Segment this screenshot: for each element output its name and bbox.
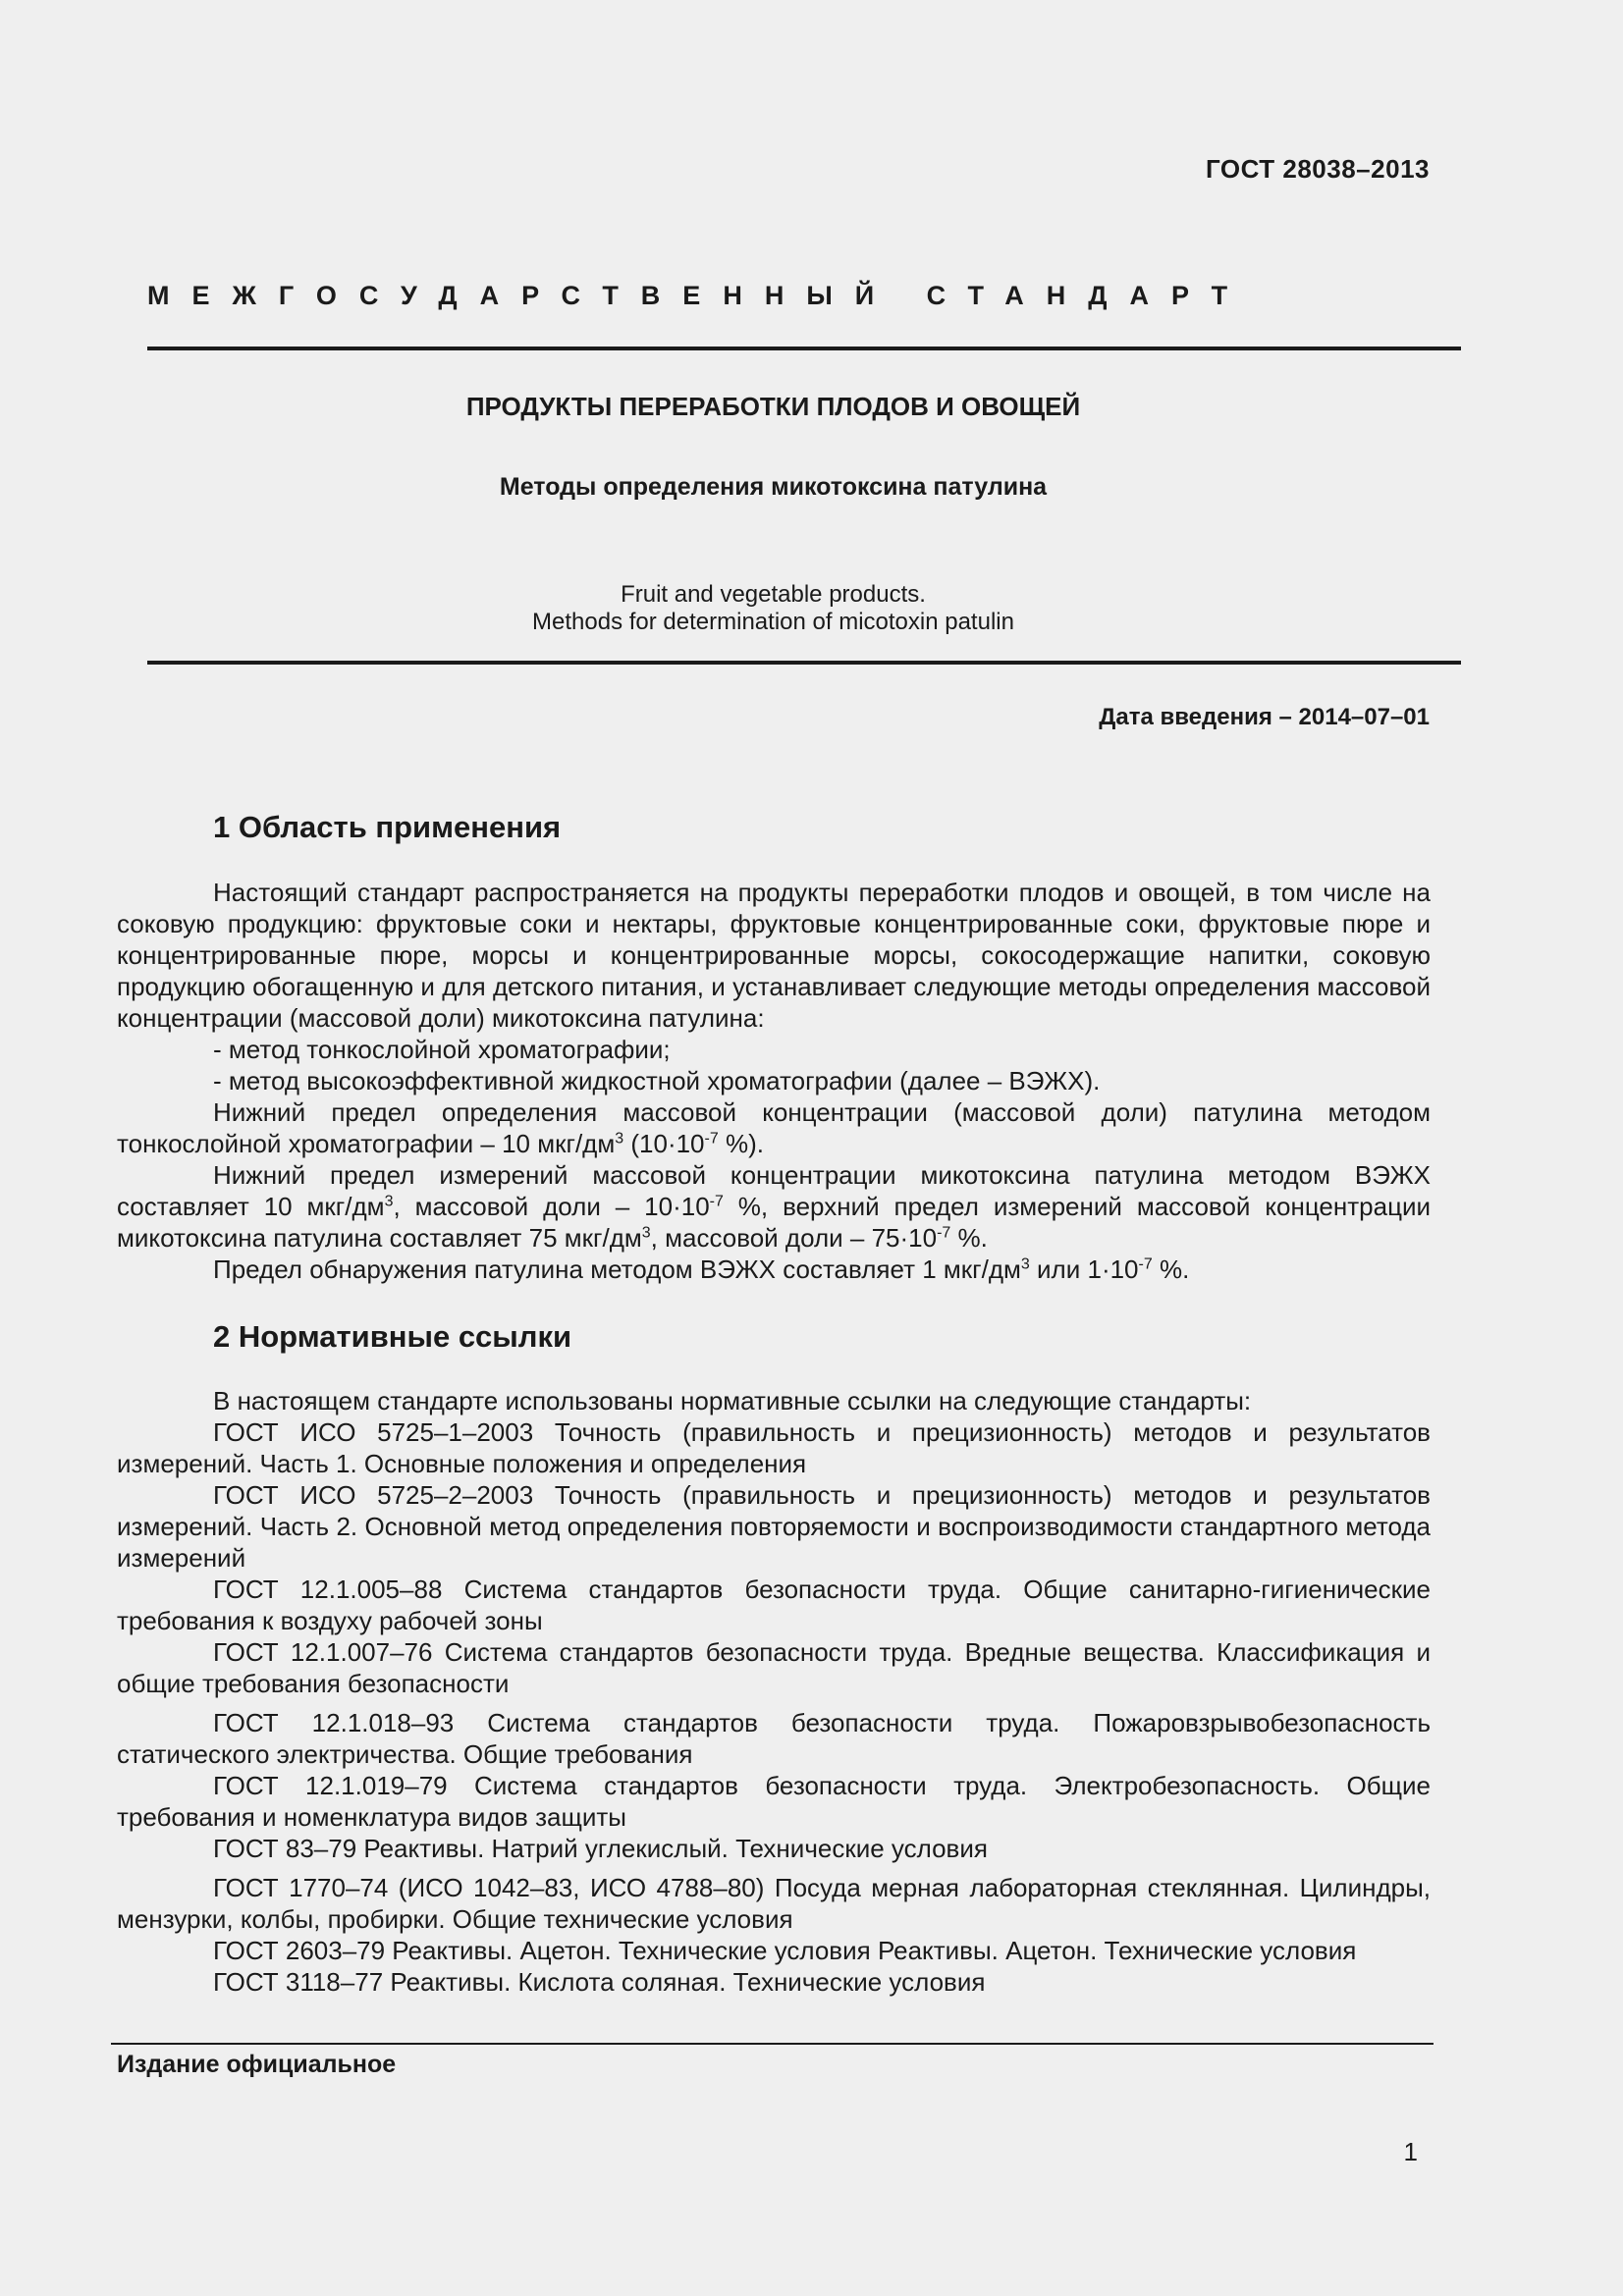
reference-item: ГОСТ 12.1.019–79 Система стандартов безопасности труда. Электробезопасность. Общие требования и номенклатура видов защиты xyxy=(117,1771,1431,1832)
english-title-line-1: Fruit and vegetable products. xyxy=(621,581,926,608)
text-run: (10·10 xyxy=(623,1129,705,1158)
reference-item: ГОСТ 3118–77 Реактивы. Кислота соляная. Технические условия xyxy=(213,1967,986,1997)
document-code: ГОСТ 28038–2013 xyxy=(1206,154,1430,184)
hplc-range-paragraph xyxy=(117,1159,1431,1254)
text-run: %. xyxy=(950,1223,988,1253)
superscript: 3 xyxy=(384,1193,394,1210)
method-item-1: - метод тонкослойной хроматографии; xyxy=(213,1035,671,1064)
section-1-body xyxy=(117,877,1431,1285)
section-2-heading: 2 Нормативные ссылки xyxy=(213,1319,572,1354)
method-item-2: - метод высокоэффективной жидкостной хроматографии (далее – ВЭЖХ). xyxy=(213,1066,1101,1095)
reference-item: ГОСТ ИСО 5725–1–2003 Точность (правильность и прецизионность) методов и результатов измерений. Часть 1. Основные положения и определения xyxy=(117,1417,1431,1478)
reference-item: ГОСТ 2603–79 Реактивы. Ацетон. Технические условия Реактивы. Ацетон. Технические условия xyxy=(213,1936,1357,1965)
text-run: , массовой доли – 75·10 xyxy=(650,1223,938,1253)
text-run: %). xyxy=(718,1129,764,1158)
section-2-body xyxy=(117,1385,1431,1998)
page-number: 1 xyxy=(1403,2137,1418,2166)
document-title: ПРОДУКТЫ ПЕРЕРАБОТКИ ПЛОДОВ И ОВОЩЕЙ xyxy=(465,392,1081,421)
superscript: -7 xyxy=(704,1130,719,1148)
official-edition-label: Издание официальное xyxy=(117,2051,397,2078)
reference-item: ГОСТ 83–79 Реактивы. Натрий углекислый. Технические условия xyxy=(213,1834,988,1863)
reference-item: ГОСТ 12.1.007–76 Система стандартов безопасности труда. Вредные вещества. Классификация и общие требования безопасности xyxy=(117,1637,1431,1698)
superscript: -7 xyxy=(937,1224,951,1242)
reference-item: ГОСТ 12.1.005–88 Система стандартов безопасности труда. Общие санитарно-гигиенические требования к воздуху рабочей зоны xyxy=(117,1575,1431,1635)
superscript: 3 xyxy=(1020,1255,1030,1273)
tlc-limit-paragraph xyxy=(117,1096,1431,1159)
detection-limit-paragraph xyxy=(117,1254,1431,1285)
reference-item: ГОСТ ИСО 5725–2–2003 Точность (правильность и прецизионность) методов и результатов измерений. Часть 2. Основной метод определения повторяемости и воспроизводимости стандартного метода измерений xyxy=(117,1480,1431,1573)
section-1-heading: 1 Область применения xyxy=(213,810,562,844)
text-run: Нижний предел определения массовой концентрации (массовой доли) патулина методом тонкослойной хроматографии – 10 мкг/дм xyxy=(117,1097,1431,1158)
text-run: %, верхний предел измерений массовой концентрации микотоксина патулина составляет 75 мкг/дм xyxy=(117,1192,1432,1253)
superscript: 3 xyxy=(641,1224,651,1242)
reference-item: ГОСТ 12.1.018–93 Система стандартов безопасности труда. Пожаровзрывобезопасность статического электричества. Общие требования xyxy=(117,1708,1431,1769)
document-subtitle: Методы определения микотоксина патулина xyxy=(499,473,1048,501)
superscript: -7 xyxy=(1138,1255,1153,1273)
superscript: -7 xyxy=(709,1193,724,1210)
text-run: , массовой доли – 10·10 xyxy=(393,1192,710,1221)
footer-rule xyxy=(111,2043,1434,2045)
top-rule xyxy=(147,347,1461,350)
introduction-date: Дата введения – 2014–07–01 xyxy=(1099,704,1430,730)
english-title-line-2: Methods for determination of micotoxin patulin xyxy=(532,609,1014,635)
interstate-standard-banner: МЕЖГОСУДАРСТВЕННЫЙ СТАНДАРТ xyxy=(147,281,1251,310)
text-run: Предел обнаружения патулина методом ВЭЖХ составляет 1 мкг/дм xyxy=(213,1255,1021,1284)
text-run: Нижний предел измерений массовой концентрации микотоксина патулина методом ВЭЖХ составляет 10 мкг/дм xyxy=(117,1160,1431,1221)
title-rule xyxy=(147,661,1461,665)
text-run: %. xyxy=(1152,1255,1190,1284)
references-intro: В настоящем стандарте использованы нормативные ссылки на следующие стандарты: xyxy=(213,1386,1252,1415)
scope-paragraph: Настоящий стандарт распространяется на продукты переработки плодов и овощей, в том числе на соковую продукцию: фруктовые соки и нектары, фруктовые концентрированные соки, фруктовые пюре и концентрированные пюре, морсы и концентрированные морсы, сокосодержащие напитки, соковую продукцию обогащенную и для детского питания, и устанавливает следующие методы определения массовой концентрации (массовой доли) микотоксина патулина: xyxy=(117,878,1431,1033)
english-title xyxy=(0,581,1546,636)
superscript: 3 xyxy=(615,1130,624,1148)
text-run: или 1·10 xyxy=(1029,1255,1139,1284)
reference-item: ГОСТ 1770–74 (ИСО 1042–83, ИСО 4788–80) Посуда мерная лабораторная стеклянная. Цилиндры, мензурки, колбы, пробирки. Общие технические условия xyxy=(117,1873,1431,1934)
